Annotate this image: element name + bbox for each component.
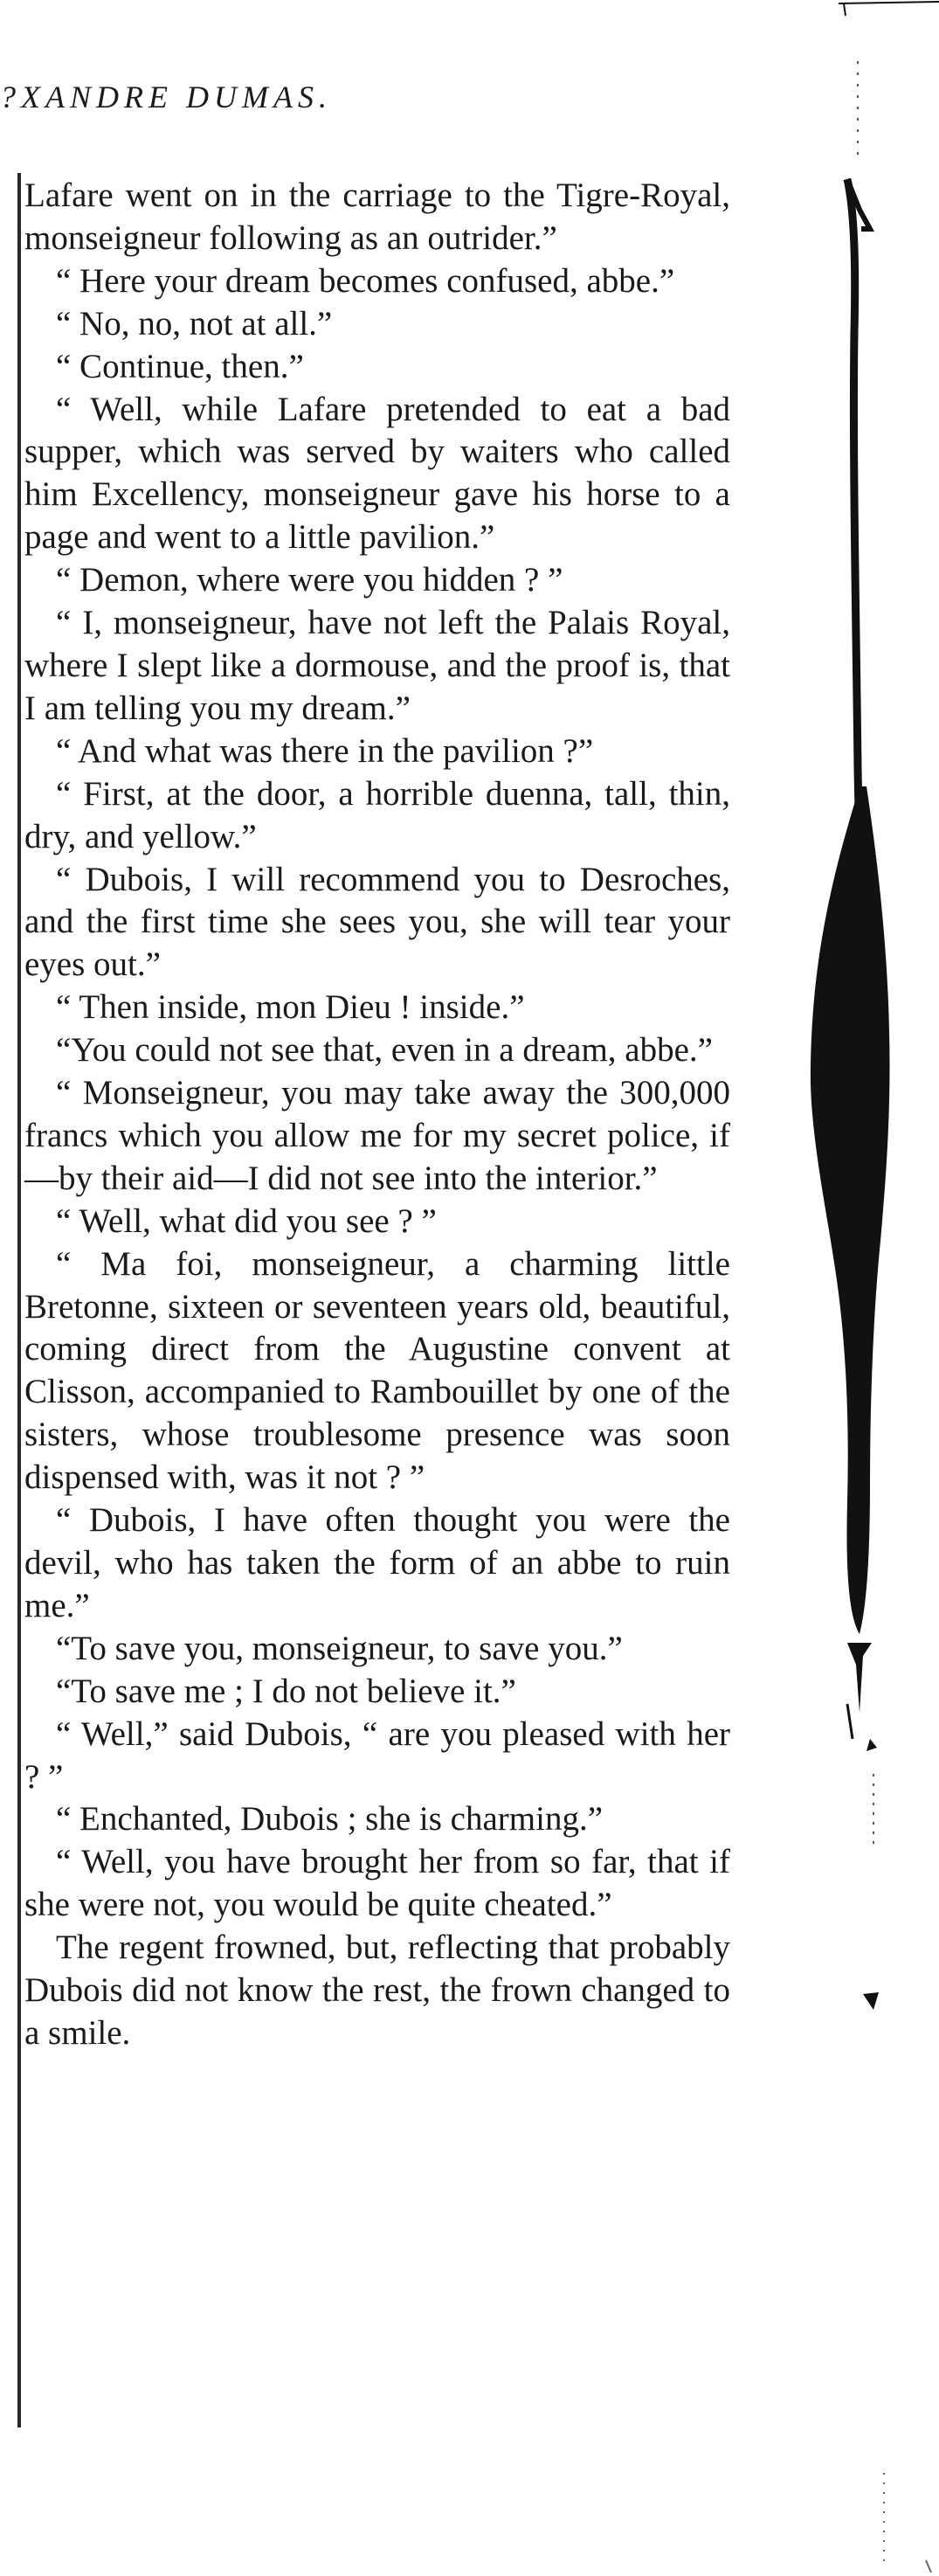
paragraph: “ And what was there in the pavilion ?” bbox=[56, 731, 594, 770]
paragraph: “ Demon, where were you hidden ? ” bbox=[56, 561, 563, 599]
paragraph: “ Continue, then.” bbox=[56, 347, 304, 385]
paragraph: The regent frowned, but, reflecting that probably Dubois did not know the rest, the frown changed to a smile. bbox=[24, 1929, 730, 2052]
running-head: ?XANDRE DUMAS. bbox=[0, 80, 332, 114]
binding-shadow-illustration bbox=[786, 0, 939, 2576]
paragraph: “ First, at the door, a horrible duenna, tall, thin, dry, and yellow.” bbox=[24, 774, 730, 855]
paragraph: “ Enchanted, Dubois ; she is charming.” bbox=[56, 1800, 603, 1839]
paragraph: “ Well, you have brought her from so far, that if she were not, you would be quite cheated.” bbox=[24, 1843, 730, 1924]
paragraph: “ Ma foi, monseigneur, a charming little Bretonne, sixteen or seventeen years old, beautiful, coming direct from the Augustine convent at Clisson, accompanied to Rambouillet by one of the sisters, whose troublesome presence was soon dispensed with, was it not ? ” bbox=[24, 1244, 730, 1497]
paragraph: Lafare went on in the carriage to the Tigre-Royal, monseigneur following as an outrider.” bbox=[24, 177, 730, 257]
paragraph: “ Well, what did you see ? ” bbox=[56, 1201, 437, 1240]
paragraph: “ Well,” said Dubois, “ are you pleased with her ? ” bbox=[24, 1714, 730, 1796]
paragraph: “To save you, monseigneur, to save you.” bbox=[56, 1629, 623, 1667]
column-rule bbox=[17, 173, 21, 2427]
paragraph: “To save me ; I do not believe it.” bbox=[56, 1672, 516, 1710]
paragraph: “ Dubois, I will recommend you to Desroches, and the first time she sees you, she will tear your eyes out.” bbox=[24, 860, 730, 984]
paragraph: “ Dubois, I have often thought you were the devil, who has taken the form of an abbe to ruin me.” bbox=[24, 1501, 730, 1624]
paragraph: “ Here your dream becomes confused, abbe.” bbox=[56, 261, 675, 300]
text-column bbox=[24, 175, 730, 2055]
paragraph: “ Well, while Lafare pretended to eat a bad supper, which was served by waiters who called him Excellency, monseigneur gave his horse to a page and went to a little pavilion.” bbox=[24, 390, 730, 557]
paragraph: “ I, monseigneur, have not left the Palais Royal, where I slept like a dormouse, and the proof is, that I am telling you my dream.” bbox=[24, 604, 730, 727]
paragraph: “ Monseigneur, you may take away the 300,000 francs which you allow me for my secret police, if—by their aid—I did not see into the interior.” bbox=[24, 1074, 730, 1197]
book-binding-edge bbox=[786, 0, 939, 2576]
paragraph: “ No, no, not at all.” bbox=[56, 304, 333, 343]
paragraph: “ Then inside, mon Dieu ! inside.” bbox=[56, 988, 525, 1027]
paragraph: “You could not see that, even in a dream, abbe.” bbox=[56, 1031, 713, 1070]
